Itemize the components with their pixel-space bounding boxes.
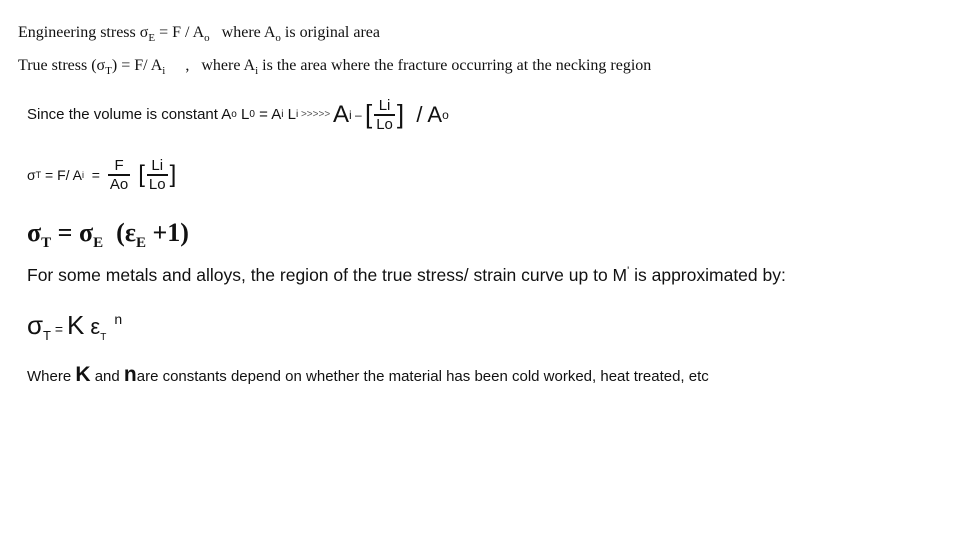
text: is original area xyxy=(280,24,380,41)
superscript: ' xyxy=(627,265,630,278)
text: = xyxy=(84,166,104,183)
text: = A xyxy=(254,106,282,124)
text: = xyxy=(51,321,67,337)
constants-explanation xyxy=(27,363,709,387)
text: +1) xyxy=(145,218,189,247)
text: where A xyxy=(209,24,276,41)
fraction-denominator: Lo xyxy=(148,175,166,193)
text: is approximated by: xyxy=(629,265,786,285)
constant-volume-relation: Since the volume is constant A o L 0 = A i L i >>>>> A i – [ $\frac{Li}{Lo}$ ] / A o xyxy=(27,97,449,133)
text: ( xyxy=(103,218,125,247)
text: ) = F/ A xyxy=(111,57,163,74)
text: = F/ A xyxy=(41,166,82,183)
fraction-numerator: Li xyxy=(378,97,391,114)
text: Where xyxy=(27,368,76,385)
subscript: E xyxy=(93,235,104,252)
text: L xyxy=(283,106,296,124)
true-stress-definition xyxy=(18,57,652,78)
length-ratio-fraction xyxy=(147,157,168,193)
true-stress-engineering-relation xyxy=(27,218,189,252)
exponent-n: n xyxy=(123,363,137,386)
force-area-fraction xyxy=(108,157,130,193)
text: / A xyxy=(404,101,443,127)
text: = xyxy=(51,218,79,247)
right-bracket: ] xyxy=(396,99,405,130)
text: , where A xyxy=(165,57,256,74)
text: and xyxy=(90,368,124,385)
fraction-denominator: Ao xyxy=(109,175,129,193)
text: Since the volume is constant A xyxy=(27,106,232,124)
sigma-symbol: σ xyxy=(96,57,106,74)
constant-k: K xyxy=(66,310,85,340)
epsilon-symbol: ε xyxy=(84,314,101,339)
text: = F / A xyxy=(155,24,205,41)
arrow-text: >>>>> xyxy=(298,109,333,121)
length-ratio-fraction xyxy=(374,97,395,133)
sigma-symbol: σ xyxy=(27,310,44,340)
power-law-equation xyxy=(27,310,123,344)
sigma-symbol: σ xyxy=(79,218,94,247)
text: Engineering stress xyxy=(18,24,140,41)
subscript: i xyxy=(162,65,166,78)
text: For some metals and alloys, the region of the true stress/ strain curve up to M xyxy=(27,265,628,285)
true-stress-fraction-relation: σ T = F/ A i = $\frac{F}{Ao}$ [ $\frac{Li}{Lo}$ ] xyxy=(27,157,177,193)
left-bracket: [ xyxy=(364,99,373,130)
subscript: T xyxy=(43,328,51,344)
text: True stress ( xyxy=(18,57,97,74)
fraction-denominator: Lo xyxy=(376,115,393,133)
approximation-statement xyxy=(27,265,786,286)
fraction-numerator: Li xyxy=(151,157,164,174)
sigma-symbol: σ xyxy=(27,166,36,183)
engineering-stress-definition xyxy=(18,24,380,45)
area-symbol: A xyxy=(332,100,349,128)
subscript: E xyxy=(135,235,146,252)
right-bracket: ] xyxy=(169,160,177,188)
constant-k: K xyxy=(75,363,91,386)
text: – xyxy=(351,107,365,122)
sigma-symbol: σ xyxy=(139,24,149,41)
subscript: o xyxy=(204,32,210,45)
sigma-symbol: σ xyxy=(27,218,42,247)
fraction-numerator: F xyxy=(114,157,124,174)
subscript: o xyxy=(275,32,281,45)
text: is the area where the fracture occurring at the necking region xyxy=(258,57,652,74)
text: L xyxy=(236,106,250,124)
text: are constants depend on whether the material has been cold worked, heat treated, etc xyxy=(136,368,709,385)
subscript: T xyxy=(105,65,112,78)
subscript: i xyxy=(255,65,259,78)
subscript: T xyxy=(41,235,52,252)
left-bracket: [ xyxy=(138,160,145,188)
epsilon-symbol: ε xyxy=(124,218,136,247)
exponent-n: n xyxy=(114,311,123,328)
subscript: E xyxy=(148,32,156,45)
subscript: T xyxy=(100,332,107,344)
